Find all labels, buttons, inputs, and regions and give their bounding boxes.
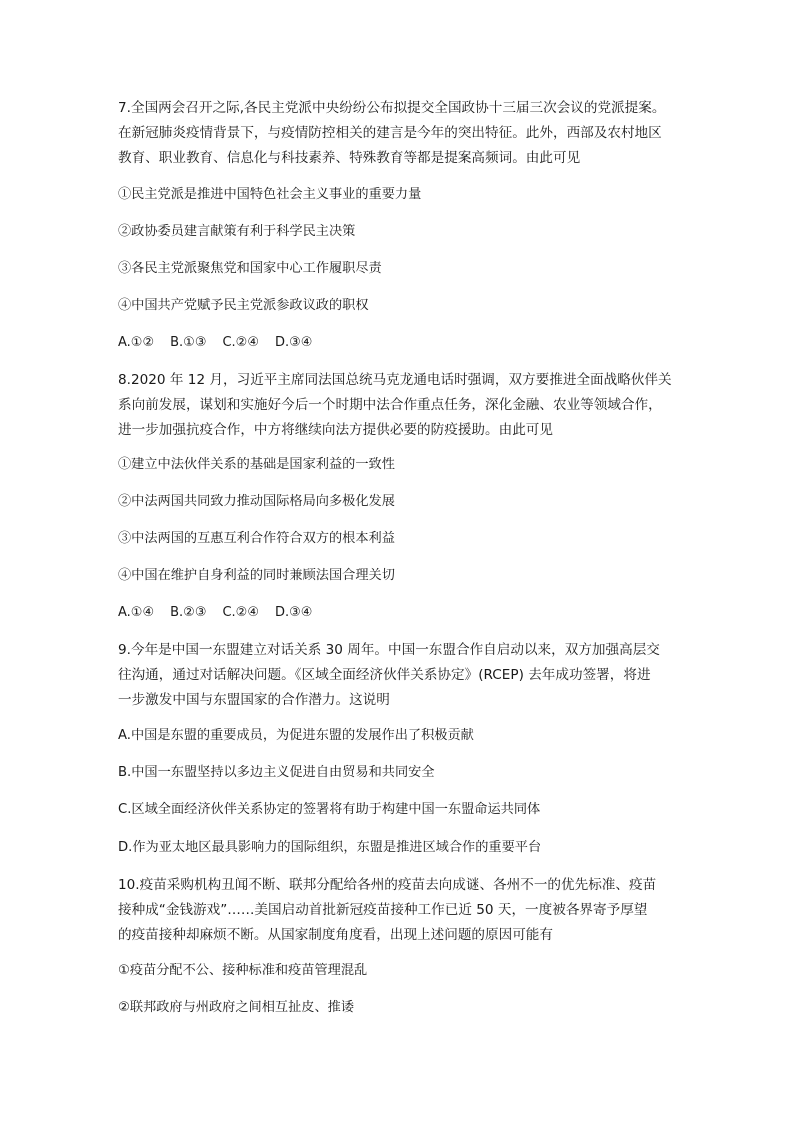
question-7-option-1: ①民主党派是推进中国特色社会主义事业的重要力量 (118, 187, 422, 202)
answer-choice: B.②③ (170, 605, 207, 620)
question-8 (118, 368, 672, 443)
question-7-stem-line: 7.全国两会召开之际,各民主党派中央纷纷公布拟提交全国政协十三届三次会议的党派提案。 (118, 100, 666, 116)
question-9-option-b: B.中国一东盟坚持以多边主义促进自由贸易和共同安全 (118, 765, 435, 780)
question-8-option-3: ③中法两国的互惠互利合作符合双方的根本利益 (118, 531, 395, 546)
question-8-stem-line: 8.2020 年 12 月，习近平主席同法国总统马克龙通电话时强调，双方要推进全面战略伙伴关 (118, 372, 672, 388)
question-7-stem-line: 教育、职业教育、信息化与科技素养、特殊教育等都是提案高频词。由此可见 (118, 150, 581, 166)
question-8-answers (118, 603, 328, 623)
question-10-stem-line: 10.疫苗采购机构丑闻不断、联邦分配给各州的疫苗去向成谜、各州不一的优先标准、疫苗 (118, 877, 657, 893)
question-9-option-d: D.作为亚太地区最具影响力的国际组织，东盟是推进区域合作的重要平台 (118, 840, 542, 855)
question-9-stem-line: 往沟通，通过对话解决问题。《区域全面经济伙伴关系协定》(RCEP) 去年成功签署，将进 (118, 667, 651, 683)
question-7-stem-line: 在新冠肺炎疫情背景下，与疫情防控相关的建言是今年的突出特征。此外，西部及农村地区 (118, 125, 662, 141)
answer-choice: C.②④ (222, 335, 259, 350)
question-10 (118, 873, 656, 948)
answer-choice: A.①② (118, 335, 155, 350)
answer-choice: C.②④ (222, 605, 259, 620)
question-9-stem-line: 9.今年是中国一东盟建立对话关系 30 周年。中国一东盟合作自启动以来，双方加强高层交 (118, 642, 660, 658)
question-9-stem-line: 一步激发中国与东盟国家的合作潜力。这说明 (118, 692, 390, 708)
question-9 (118, 638, 660, 713)
question-7-answers (118, 333, 328, 353)
question-10-stem-line: 接种成“金钱游戏”……美国启动首批新冠疫苗接种工作已近 50 天，一度被各界寄予厚望 (118, 902, 648, 918)
answer-choice: A.①④ (118, 605, 155, 620)
question-8-stem-line: 系向前发展，谋划和实施好今后一个时期中法合作重点任务，深化金融、农业等领域合作， (118, 397, 662, 413)
question-9-option-a: A.中国是东盟的重要成员，为促进东盟的发展作出了积极贡献 (118, 728, 474, 743)
answer-choice: D.③④ (275, 335, 313, 350)
question-7 (118, 96, 665, 171)
question-9-option-c: C.区域全面经济伙伴关系协定的签署将有助于构建中国一东盟命运共同体 (118, 802, 541, 817)
question-7-option-2: ②政协委员建言献策有利于科学民主决策 (118, 224, 356, 239)
answer-choice: B.①③ (170, 335, 207, 350)
answer-choice: D.③④ (275, 605, 313, 620)
question-10-stem-line: 的疫苗接种却麻烦不断。从国家制度角度看，出现上述问题的原因可能有 (118, 927, 553, 943)
question-8-stem-line: 进一步加强抗疫合作，中方将继续向法方提供必要的防疫援助。由此可见 (118, 422, 553, 438)
question-7-option-4: ④中国共产党赋予民主党派参政议政的职权 (118, 298, 369, 313)
question-8-option-4: ④中国在维护自身利益的同时兼顾法国合理关切 (118, 568, 395, 583)
question-8-option-2: ②中法两国共同致力推动国际格局向多极化发展 (118, 494, 395, 509)
question-7-option-3: ③各民主党派聚焦党和国家中心工作履职尽责 (118, 261, 382, 276)
question-10-option-1: ①疫苗分配不公、接种标准和疫苗管理混乱 (118, 963, 368, 978)
question-8-option-1: ①建立中法伙伴关系的基础是国家利益的一致性 (118, 457, 395, 472)
question-10-option-2: ②联邦政府与州政府之间相互扯皮、推诿 (118, 1000, 355, 1015)
